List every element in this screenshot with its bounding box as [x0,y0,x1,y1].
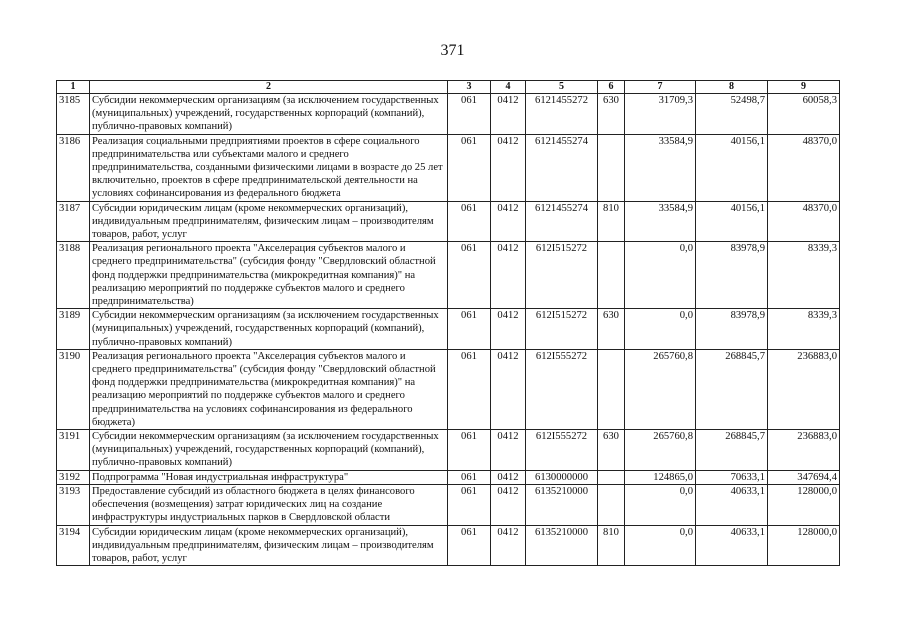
row-value-9: 48370,0 [768,134,840,201]
row-code-3: 061 [448,309,491,350]
row-code-6 [598,134,625,201]
budget-table [56,80,840,566]
row-value-9: 128000,0 [768,484,840,525]
table-row [57,309,840,350]
row-code-6: 810 [598,525,625,566]
row-code-6: 630 [598,94,625,135]
row-code-3: 061 [448,484,491,525]
column-header-2: 2 [90,81,448,94]
row-name: Субсидии некоммерческим организациям (за исключением государственных (муниципальных) учреждений, государственных корпораций (компаний), публично-правовых компаний) [90,309,448,350]
row-value-8: 83978,9 [696,242,768,309]
row-code-5: 6130000000 [526,470,598,484]
table-row [57,201,840,242]
row-code-4: 0412 [491,94,526,135]
row-number: 3192 [57,470,90,484]
row-value-9: 128000,0 [768,525,840,566]
row-name: Реализация социальными предприятиями проектов в сфере социального предпринимательства или субъектами малого и среднего предпринимательства, созданными физическими лицами в возрасте до 25 лет включительно, проектов в сфере предпринимательской деятельности на условиях софинансирования из федерального бюджета [90,134,448,201]
row-value-7: 265760,8 [625,349,696,429]
row-code-4: 0412 [491,134,526,201]
row-value-8: 40633,1 [696,525,768,566]
row-value-9: 8339,3 [768,242,840,309]
row-value-9: 236883,0 [768,349,840,429]
table-row [57,242,840,309]
row-code-3: 061 [448,201,491,242]
row-code-3: 061 [448,94,491,135]
row-code-6: 630 [598,430,625,471]
row-value-8: 268845,7 [696,349,768,429]
column-header-3: 3 [448,81,491,94]
table-row [57,525,840,566]
row-code-3: 061 [448,430,491,471]
page-number: 371 [440,42,465,59]
row-code-5: 6135210000 [526,484,598,525]
row-value-7: 0,0 [625,309,696,350]
row-value-8: 268845,7 [696,430,768,471]
row-value-8: 83978,9 [696,309,768,350]
row-code-3: 061 [448,242,491,309]
row-number: 3188 [57,242,90,309]
row-code-4: 0412 [491,242,526,309]
table-row [57,349,840,429]
row-number: 3189 [57,309,90,350]
row-code-3: 061 [448,134,491,201]
row-code-5: 612I555272 [526,430,598,471]
row-number: 3194 [57,525,90,566]
row-code-5: 612I515272 [526,309,598,350]
row-code-4: 0412 [491,349,526,429]
row-code-4: 0412 [491,484,526,525]
row-value-7: 124865,0 [625,470,696,484]
row-code-3: 061 [448,525,491,566]
row-value-9: 347694,4 [768,470,840,484]
row-code-6 [598,349,625,429]
table-row [57,134,840,201]
row-number: 3187 [57,201,90,242]
row-code-3: 061 [448,349,491,429]
column-header-9: 9 [768,81,840,94]
row-code-5: 612I515272 [526,242,598,309]
row-value-8: 40633,1 [696,484,768,525]
row-code-5: 6121455272 [526,94,598,135]
column-header-1: 1 [57,81,90,94]
row-code-3: 061 [448,470,491,484]
row-value-9: 8339,3 [768,309,840,350]
row-number: 3193 [57,484,90,525]
row-code-5: 6121455274 [526,201,598,242]
row-code-6: 810 [598,201,625,242]
column-header-8: 8 [696,81,768,94]
row-code-4: 0412 [491,525,526,566]
row-code-6 [598,242,625,309]
row-code-6 [598,484,625,525]
row-name: Субсидии юридическим лицам (кроме некоммерческих организаций), индивидуальным предпринимателям, физическим лицам – производителям товаров, работ, услуг [90,201,448,242]
header-row [57,81,840,94]
row-code-6 [598,470,625,484]
column-header-7: 7 [625,81,696,94]
row-code-4: 0412 [491,430,526,471]
row-value-7: 0,0 [625,484,696,525]
row-value-7: 31709,3 [625,94,696,135]
table-row [57,484,840,525]
row-code-5: 6121455274 [526,134,598,201]
column-header-4: 4 [491,81,526,94]
row-number: 3185 [57,94,90,135]
row-value-8: 40156,1 [696,134,768,201]
table-row [57,94,840,135]
row-code-5: 6135210000 [526,525,598,566]
row-code-5: 612I555272 [526,349,598,429]
row-name: Реализация регионального проекта "Акселерация субъектов малого и среднего предпринимательства" (субсидия фонду "Свердловский областной фонд поддержки предпринимательства (микрокредитная компания)" на реализацию мероприятий по поддержке субъектов малого и среднего предпринимательства на условиях софинансирования из федерального бюджета) [90,349,448,429]
row-value-7: 0,0 [625,525,696,566]
row-value-9: 48370,0 [768,201,840,242]
row-number: 3191 [57,430,90,471]
row-code-4: 0412 [491,309,526,350]
row-name: Субсидии некоммерческим организациям (за исключением государственных (муниципальных) учреждений, государственных корпораций (компаний), публично-правовых компаний) [90,430,448,471]
row-code-4: 0412 [491,470,526,484]
row-value-8: 40156,1 [696,201,768,242]
row-value-7: 0,0 [625,242,696,309]
row-value-9: 236883,0 [768,430,840,471]
row-value-7: 33584,9 [625,201,696,242]
row-number: 3186 [57,134,90,201]
table-row [57,470,840,484]
row-value-8: 70633,1 [696,470,768,484]
row-value-7: 33584,9 [625,134,696,201]
row-value-7: 265760,8 [625,430,696,471]
row-code-4: 0412 [491,201,526,242]
row-value-8: 52498,7 [696,94,768,135]
row-value-9: 60058,3 [768,94,840,135]
column-header-6: 6 [598,81,625,94]
row-name: Реализация регионального проекта "Акселерация субъектов малого и среднего предпринимательства" (субсидия фонду "Свердловский областной фонд поддержки предпринимательства (микрокредитная компания)" на реализацию мероприятий по поддержке субъектов малого и среднего предпринимательства) [90,242,448,309]
row-name: Субсидии некоммерческим организациям (за исключением государственных (муниципальных) учреждений, государственных корпораций (компаний), публично-правовых компаний) [90,94,448,135]
column-header-5: 5 [526,81,598,94]
table-row [57,430,840,471]
row-number: 3190 [57,349,90,429]
row-name: Подпрограмма "Новая индустриальная инфраструктура" [90,470,448,484]
row-name: Субсидии юридическим лицам (кроме некоммерческих организаций), индивидуальным предпринимателям, физическим лицам – производителям товаров, работ, услуг [90,525,448,566]
row-name: Предоставление субсидий из областного бюджета в целях финансового обеспечения (возмещения) затрат юридических лиц на создание инфраструктуры индустриальных парков в Свердловской области [90,484,448,525]
row-code-6: 630 [598,309,625,350]
